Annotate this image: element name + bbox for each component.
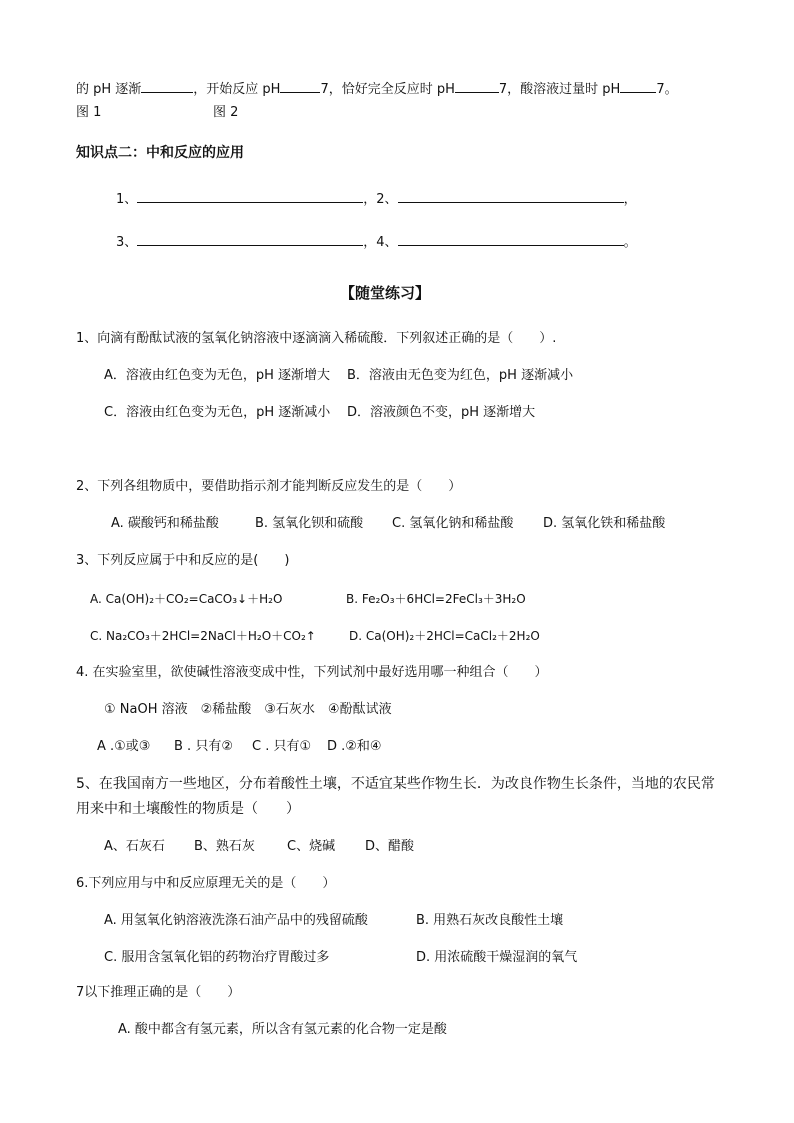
q4-option-c[interactable]: C . 只有① [252,739,312,754]
blank[interactable] [280,80,320,93]
q6-option-b[interactable]: B. 用熟石灰改良酸性土壤 [416,913,564,928]
q4-reagent-list: ① NaOH 溶液 ②稀盐酸 ③石灰水 ④酚酞试液 [104,702,392,717]
section-heading: 知识点二：中和反应的应用 [76,145,244,161]
q1-option-c[interactable]: C．溶液由红色变为无色，pH 逐渐减小 [104,405,331,420]
punctuation: ， [623,192,637,207]
question-1-stem: 1、向滴有酚酞试液的氢氧化钠溶液中逐滴滴入稀硫酸．下列叙述正确的是（ ）. [76,331,557,346]
q3-option-a[interactable]: A. Ca(OH)₂＋CO₂=CaCO₃↓＋H₂O [90,592,283,606]
question-4-stem: 4. 在实验室里，欲使碱性溶液变成中性，下列试剂中最好选用哪一种组合（ ） [76,665,548,680]
blank-1[interactable] [137,190,363,203]
intro-text-b: ，开始反应 pH [193,82,281,97]
figure-label-1: 图 1 [76,105,102,120]
blank[interactable] [141,80,193,93]
punctuation: 。 [623,235,637,250]
intro-text-d: 7，酸溶液过量时 pH [498,82,621,97]
practice-title: 【随堂练习】 [340,284,431,302]
intro-line [76,80,678,99]
q6-option-c[interactable]: C. 服用含氢氧化铝的药物治疗胃酸过多 [104,950,330,965]
q5-option-b[interactable]: B、熟石灰 [194,839,255,854]
q6-option-a[interactable]: A. 用氢氧化钠溶液洗涤石油产品中的残留硫酸 [104,913,368,928]
item-number: ，2、 [363,192,398,207]
q4-option-d[interactable]: D .②和④ [327,739,382,754]
question-2-stem: 2、下列各组物质中，要借助指示剂才能判断反应发生的是（ ） [76,479,462,494]
q2-option-d[interactable]: D. 氢氧化铁和稀盐酸 [543,516,666,531]
q5-option-a[interactable]: A、石灰石 [104,839,165,854]
q3-option-b[interactable]: B. Fe₂O₃＋6HCl=2FeCl₃＋3H₂O [346,592,526,606]
q5-option-c[interactable]: C、烧碱 [287,839,336,854]
question-3-stem: 3、下列反应属于中和反应的是( ) [76,553,290,568]
q3-option-d[interactable]: D. Ca(OH)₂＋2HCl=CaCl₂＋2H₂O [349,629,540,643]
question-7-stem: 7以下推理正确的是（ ） [76,985,241,1000]
intro-text-a: 的 pH 逐渐 [76,82,142,97]
q7-option-a[interactable]: A. 酸中都含有氢元素，所以含有氢元素的化合物一定是酸 [118,1022,447,1037]
blank-2[interactable] [398,190,624,203]
blank[interactable] [455,80,499,93]
item-number: 3、 [116,235,138,250]
q1-option-d[interactable]: D．溶液颜色不变，pH 逐渐增大 [347,405,536,420]
item-number: 1、 [116,192,138,207]
q5-option-d[interactable]: D、醋酸 [365,839,415,854]
q2-option-a[interactable]: A. 碳酸钙和稀盐酸 [111,516,219,531]
blank-3[interactable] [137,233,363,246]
question-5-stem-line2: 用来中和土壤酸性的物质是（ ） [76,801,300,817]
q6-option-d[interactable]: D. 用浓硫酸干燥湿润的氧气 [416,950,578,965]
question-5-stem-line1: 5、在我国南方一些地区，分布着酸性土壤，不适宜某些作物生长．为改良作物生长条件，当地的农民常 [76,776,715,792]
q2-option-b[interactable]: B. 氢氧化钡和硫酸 [255,516,364,531]
q1-option-a[interactable]: A．溶液由红色变为无色，pH 逐渐增大 [104,368,331,383]
q1-option-b[interactable]: B．溶液由无色变为红色，pH 逐渐减小 [347,368,574,383]
question-6-stem: 6.下列应用与中和反应原理无关的是（ ） [76,876,336,891]
q4-option-a[interactable]: A .①或③ [97,739,151,754]
application-row-2 [116,233,637,252]
q4-option-b[interactable]: B . 只有② [174,739,233,754]
blank-4[interactable] [398,233,624,246]
intro-text-c: 7，恰好完全反应时 pH [320,82,455,97]
q3-option-c[interactable]: C. Na₂CO₃＋2HCl=2NaCl＋H₂O＋CO₂↑ [90,629,316,643]
figure-label-2: 图 2 [213,105,239,120]
blank[interactable] [620,80,656,93]
intro-text-e: 7。 [656,82,678,97]
q2-option-c[interactable]: C. 氢氧化钠和稀盐酸 [392,516,514,531]
application-row-1 [116,190,637,209]
item-number: ，4、 [363,235,398,250]
